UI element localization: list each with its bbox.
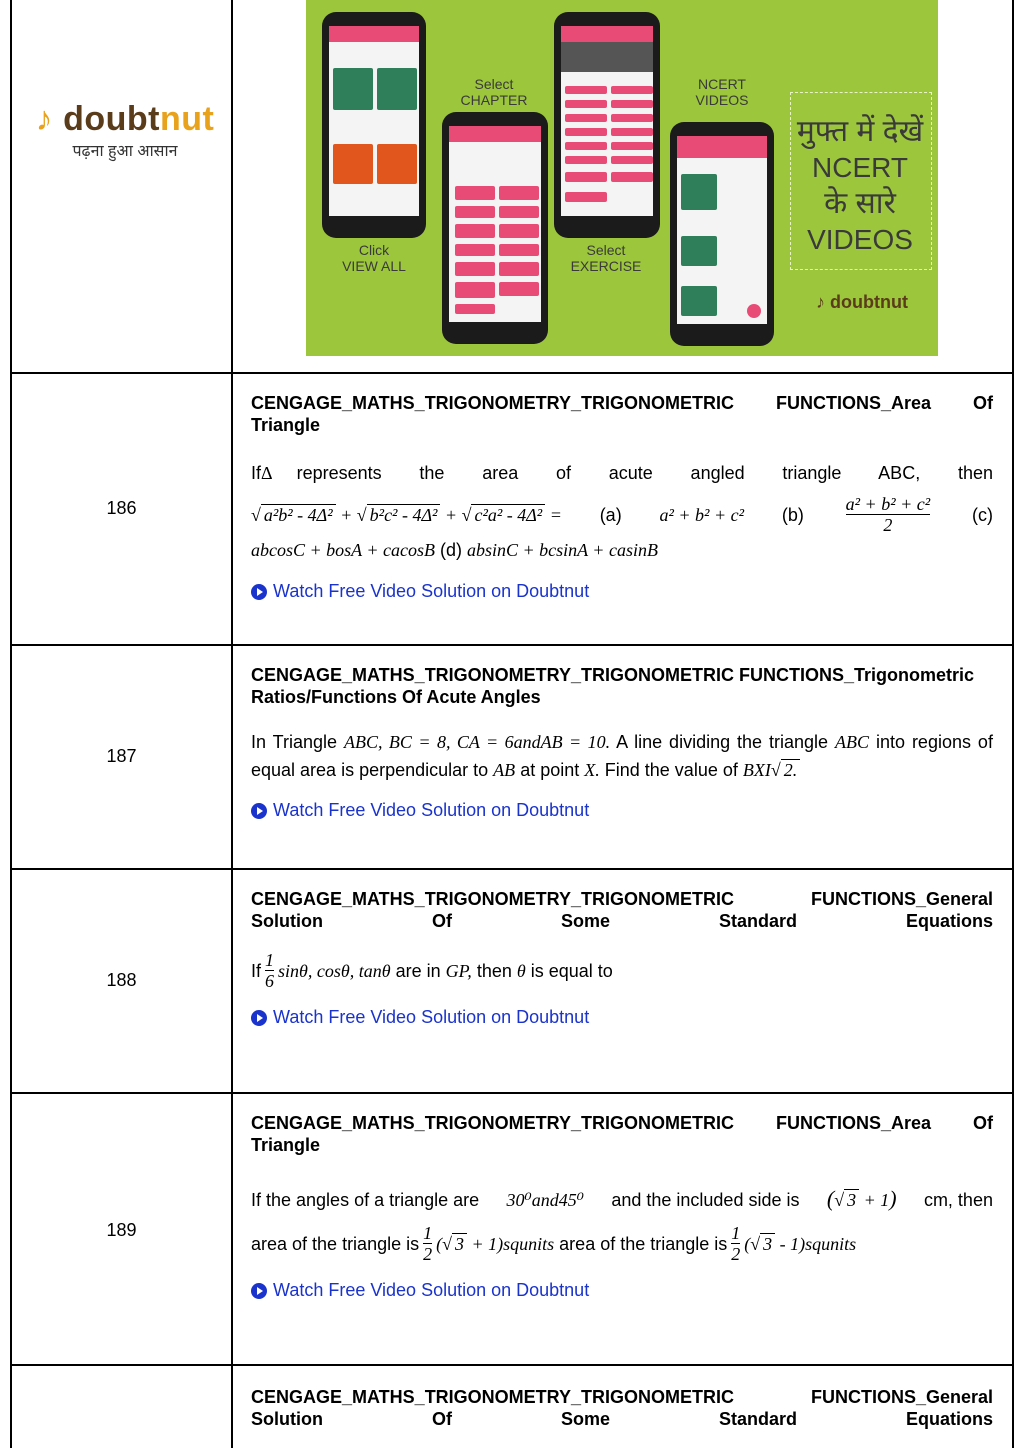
banner-label-ncert-videos: NCERT VIDEOS bbox=[695, 76, 749, 108]
question-text-line2: √ a²b² - 4Δ² + √ b²c² - 4Δ² + √ c²a² - 4Δ² = (a) a² + b² + c² (b) $\frac{\text{a² + b² + c²}}{2}$ (c) bbox=[251, 494, 993, 535]
row-divider bbox=[10, 1092, 1014, 1094]
question-cell bbox=[251, 664, 993, 821]
hindi-line-4: VIDEOS bbox=[807, 224, 913, 255]
play-icon bbox=[251, 1010, 267, 1026]
question-text: In Triangle ABC, BC = 8, CA = 6andAB = 10. A line dividing the triangle ABC into regions of equal area is perpendicular to AB at point X. Find the value of BXI√ 2. bbox=[251, 732, 993, 780]
play-icon bbox=[251, 584, 267, 600]
row-divider bbox=[10, 868, 1014, 870]
question-number: 187 bbox=[106, 746, 137, 766]
phone-library bbox=[322, 12, 426, 238]
column-divider bbox=[231, 0, 233, 1448]
logo-tagline: पढ़ना हुआ आसान bbox=[72, 143, 178, 160]
phone-chapters bbox=[442, 112, 548, 344]
hindi-line-3: के सारे bbox=[824, 187, 896, 220]
question-title: CENGAGE_MATHS_TRIGONOMETRY_TRIGONOMETRIC FUNCTIONS_General Solution Of Some Standard Equations bbox=[251, 889, 993, 931]
watch-video-link[interactable]: Watch Free Video Solution on Doubtnut bbox=[251, 800, 993, 821]
question-text-line2: area of the triangle is $\frac{1}{2}$ (√ 3 + 1)squnits area of the triangle is $\frac{1}{2}$ (√ 3 - 1)squnits bbox=[251, 1223, 857, 1264]
play-icon bbox=[251, 803, 267, 819]
row-divider bbox=[10, 644, 1014, 646]
question-text: If $\frac{1}{6}$ sinθ, cosθ, tanθ are in GP, then θ is equal to bbox=[251, 950, 613, 991]
phone-videos bbox=[670, 122, 774, 346]
banner-label-select-exercise: Select EXERCISE bbox=[570, 242, 642, 274]
hindi-line-1: मुफ्त में देखें bbox=[796, 115, 924, 148]
question-text-line1: If the angles of a triangle are 30⁰and45⁰ and the included side is (√ 3 + 1) cm, then bbox=[251, 1186, 993, 1211]
banner-logo: ♪ doubtnut bbox=[816, 292, 908, 312]
watch-video-link[interactable]: Watch Free Video Solution on Doubtnut bbox=[251, 1280, 993, 1301]
question-number: 189 bbox=[106, 1220, 137, 1240]
question-text-line3: abcosC + bosA + cacosB (d) absinC + bcsinA + casinB bbox=[251, 540, 658, 560]
question-cell bbox=[251, 888, 993, 1028]
doubtnut-logo: ♪ doubtnut पढ़ना हुआ आसान bbox=[30, 100, 220, 161]
question-title: CENGAGE_MATHS_TRIGONOMETRY_TRIGONOMETRIC FUNCTIONS_Trigonometric Ratios/Functions Of Acute Angles bbox=[251, 665, 975, 707]
watch-video-link[interactable]: Watch Free Video Solution on Doubtnut bbox=[251, 1007, 993, 1028]
question-cell bbox=[251, 1112, 993, 1301]
question-cell bbox=[251, 1386, 993, 1430]
question-title: CENGAGE_MATHS_TRIGONOMETRY_TRIGONOMETRIC FUNCTIONS_General Solution Of Some Standard Equations bbox=[251, 1387, 993, 1429]
watch-video-link[interactable]: Watch Free Video Solution on Doubtnut bbox=[251, 581, 993, 602]
hindi-line-2: NCERT bbox=[812, 152, 908, 183]
phone-exercises bbox=[554, 12, 660, 238]
row-divider bbox=[10, 372, 1014, 374]
banner-label-select-chapter: Select CHAPTER bbox=[460, 76, 528, 108]
play-icon bbox=[251, 1283, 267, 1299]
promo-banner bbox=[306, 0, 938, 356]
question-text-line1: If Δ represents the area of acute angled triangle ABC, then bbox=[251, 463, 993, 483]
question-number: 188 bbox=[106, 970, 137, 990]
question-number: 186 bbox=[106, 498, 137, 518]
banner-label-click-view-all: Click VIEW ALL bbox=[342, 242, 406, 274]
row-divider bbox=[10, 1364, 1014, 1366]
question-title: CENGAGE_MATHS_TRIGONOMETRY_TRIGONOMETRIC FUNCTIONS_Area Of Triangle bbox=[251, 1113, 993, 1155]
question-cell bbox=[251, 392, 993, 602]
question-title: CENGAGE_MATHS_TRIGONOMETRY_TRIGONOMETRIC FUNCTIONS_Area Of Triangle bbox=[251, 393, 993, 435]
